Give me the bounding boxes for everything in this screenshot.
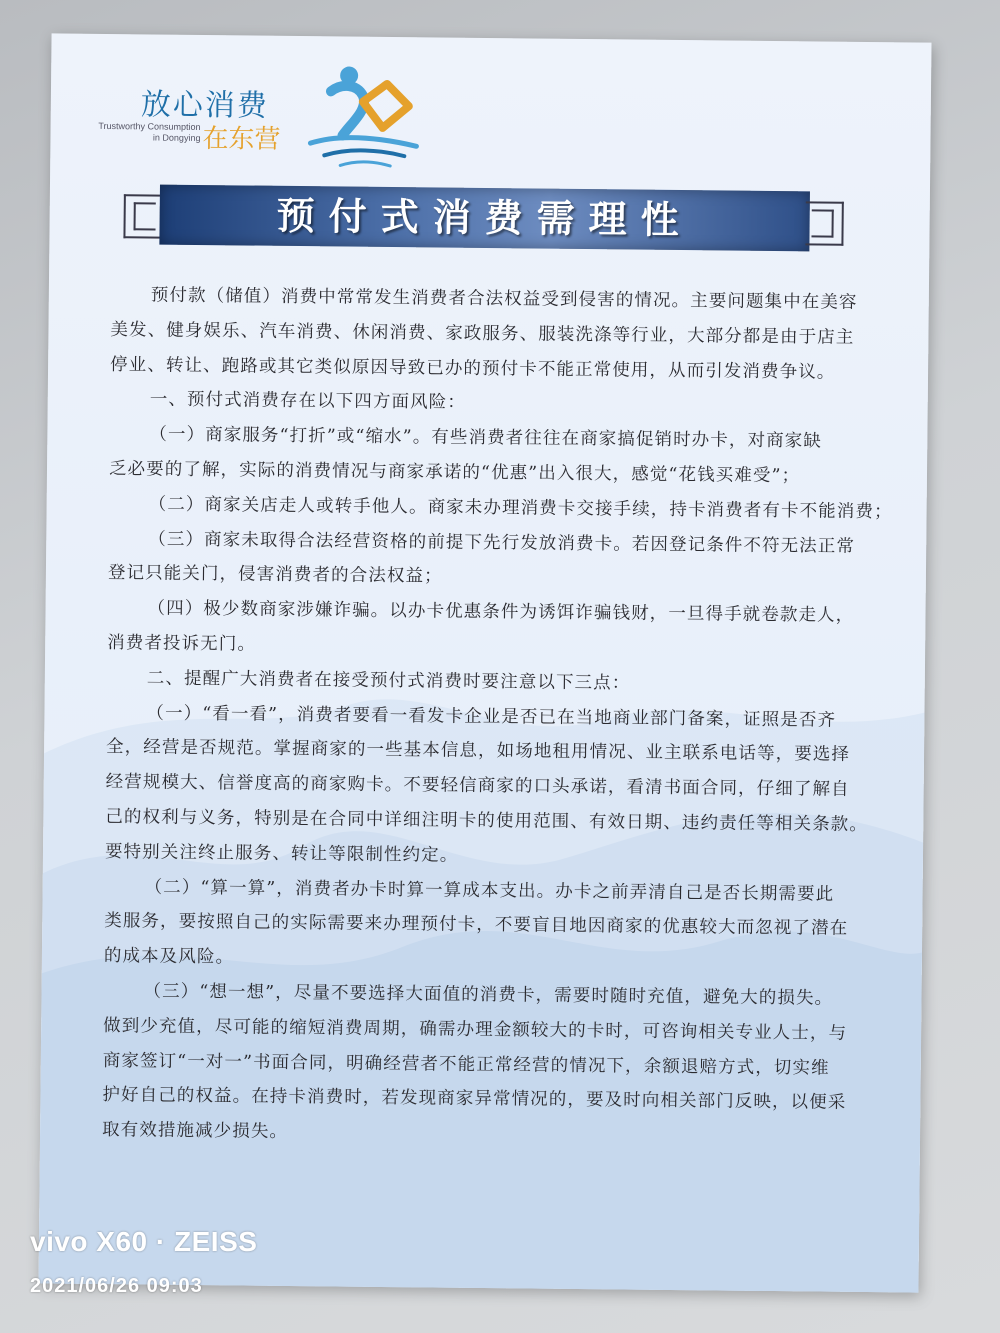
- text-line: 商家签订“一对一”书面合同，明确经营者不能正常经营的情况下，余额退赔方式，切实维: [102, 1050, 830, 1079]
- text-line: 要特别关注终止服务、转让等限制性约定。: [104, 841, 459, 866]
- text-line: 全，经营是否规范。掌握商家的一些基本信息，如场地租用情况、业主联系电话等，要选择: [105, 737, 851, 766]
- heart-figure-logo-icon: [290, 61, 431, 172]
- text-line: 消费者投诉无门。: [107, 633, 257, 655]
- text-line: 停业、转让、跑路或其它类似原因导致已办的预付卡不能正常使用，从而引发消费争议。: [109, 354, 836, 383]
- page-title: 预付式消费需理性: [276, 192, 693, 243]
- logo: [80, 59, 441, 183]
- text-line: 登记只能关门，侵害消费者的合法权益；: [107, 563, 443, 587]
- text-line: 经营规模大、信誉度高的商家购卡。不要轻信商家的口头承诺，看清书面合同，仔细了解自: [105, 772, 850, 800]
- logo-english: Trustworthy Consumption in Dongying: [98, 120, 201, 143]
- text-line: （二）“算一算”，消费者办卡时算一算成本支出。办卡之前弄清自己是否长期需要此: [144, 876, 835, 905]
- banner-frame-left: [123, 194, 161, 238]
- text-line: （三）商家未取得合法经营资格的前提下先行发放消费卡。若因登记条件不符无法正常: [148, 529, 856, 557]
- text-line: 做到少充值，尽可能的缩短消费周期，确需办理金额较大的卡时，可咨询相关专业人士，与: [103, 1015, 848, 1044]
- logo-title: 放心消费: [140, 87, 270, 124]
- text-line: 预付款（储值）消费中常常发生消费者合法权益受到侵害的情况。主要问题集中在美容: [150, 285, 858, 313]
- camera-watermark: vivo X60 · ZEISS: [30, 1226, 258, 1257]
- title-banner: [159, 185, 810, 252]
- text-line: （一）“看一看”，消费者要看一看发卡企业是否已在当地商业部门备案，证照是否齐: [146, 703, 837, 731]
- text-line: 己的权利与义务，特别是在合同中详细注明卡的使用范围、有效日期、违约责任等相关条款。: [105, 806, 869, 835]
- timestamp-watermark: 2021/06/26 09:03: [30, 1275, 203, 1297]
- text-line: 乏必要的了解，实际的消费情况与商家承诺的“优惠”出入很大，感觉“花钱买难受”；: [108, 459, 801, 487]
- text-line: 护好自己的权益。在持卡消费时，若发现商家异常情况的，要及时向相关部门反映，以便采: [102, 1085, 847, 1114]
- text-line: 美发、健身娱乐、汽车消费、休闲消费、家政服务、服装洗涤等行业，大部分都是由于店主: [110, 319, 855, 348]
- banner-frame-right: [805, 201, 843, 245]
- section-heading: 一、预付式消费存在以下四方面风险：: [149, 389, 467, 414]
- body-text: [102, 278, 901, 1156]
- text-line: 的成本及风险。: [103, 946, 235, 968]
- text-line: （三）“想一想”，尽量不要选择大面值的消费卡，需要时随时充值，避免大的损失。: [143, 981, 834, 1009]
- text-line: （四）极少数商家涉嫌诈骗。以办卡优惠条件为诱饵诈骗钱财，一旦得手就卷款走人，: [147, 598, 855, 627]
- flyer-paper: [38, 33, 931, 1292]
- logo-subtitle: 在东营: [202, 124, 281, 155]
- text-line: （二）商家关店走人或转手他人。商家未办理消费卡交接手续，持卡消费者有卡不能消费；: [148, 494, 893, 523]
- text-line: 取有效措施减少损失。: [101, 1120, 289, 1143]
- text-line: （一）商家服务“打折”或“缩水”。有些消费者往往在商家搞促销时办卡，对商家缺: [149, 424, 823, 452]
- text-line: 类服务，要按照自己的实际需要来办理预付卡，不要盲目地因商家的优惠较大而忽视了潜在: [104, 911, 849, 940]
- section-heading: 二、提醒广大消费者在接受预付式消费时要注意以下三点：: [146, 668, 631, 694]
